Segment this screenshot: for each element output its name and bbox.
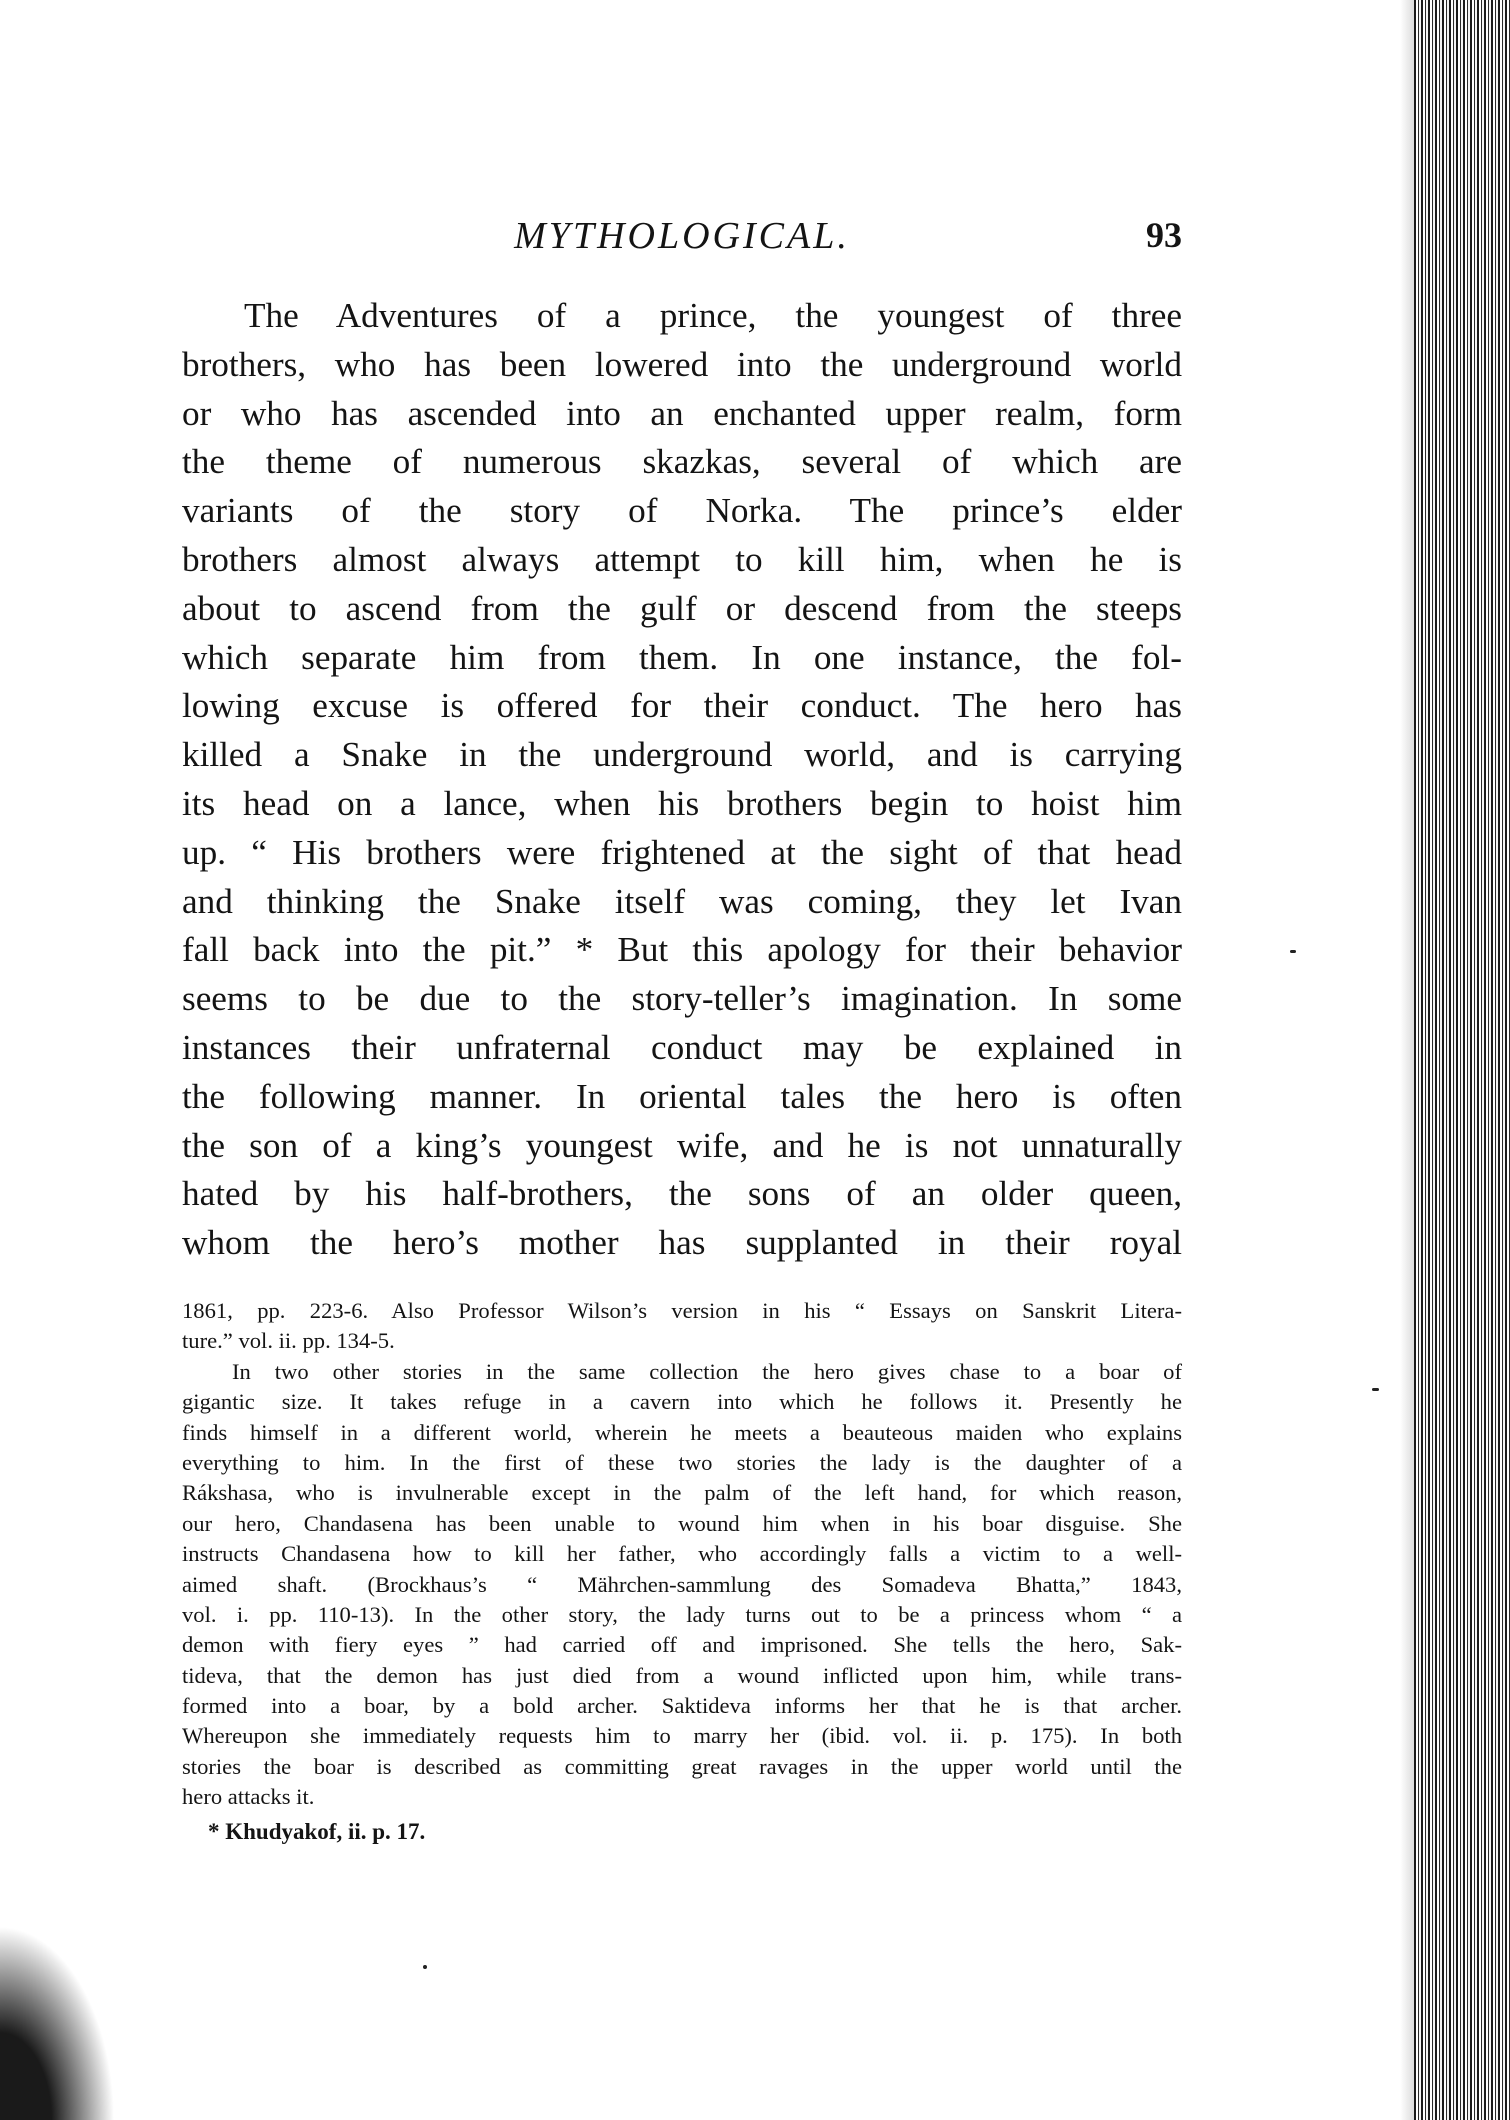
- footnote-line: everything to him. In the first of these two stories the lady is the daughter of a: [182, 1449, 1182, 1475]
- footnote-line: vol. i. pp. 110-13). In the other story, the lady turns out to be a princess whom “ a: [182, 1601, 1182, 1627]
- body-line: lowing excuse is offered for their conduct. The hero has: [182, 686, 1182, 726]
- footnote-line: our hero, Chandasena has been unable to wound him when in his boar disguise. She: [182, 1510, 1182, 1536]
- body-line: seems to be due to the story-teller’s imagination. In some: [182, 979, 1182, 1019]
- corner-shadow: [0, 1900, 130, 2120]
- running-title: MYTHOLOGICAL.: [514, 215, 850, 257]
- body-line: variants of the story of Norka. The prince’s elder: [182, 491, 1182, 531]
- stray-mark: [423, 1965, 427, 1969]
- body-line: its head on a lance, when his brothers begin to hoist him: [182, 783, 1182, 823]
- footnote-line: Rákshasa, who is invulnerable except in the palm of the left hand, for which reason,: [182, 1480, 1182, 1506]
- page-header: [182, 214, 1182, 274]
- body-line: which separate him from them. In one instance, the fol-: [182, 637, 1182, 677]
- body-text: [182, 292, 1182, 1268]
- footnote-line: gigantic size. It takes refuge in a cavern into which he follows it. Presently he: [182, 1389, 1182, 1415]
- footnote-line: formed into a boar, by a bold archer. Saktideva informs her that he is that archer.: [182, 1693, 1182, 1719]
- footnote-line: stories the boar is described as committing great ravages in the upper world until the: [182, 1753, 1182, 1779]
- body-line: brothers, who has been lowered into the underground world: [182, 344, 1182, 384]
- body-line: killed a Snake in the underground world, and is carrying: [182, 735, 1182, 775]
- body-line: or who has ascended into an enchanted upper realm, form: [182, 393, 1182, 433]
- body-line: instances their unfraternal conduct may be explained in: [182, 1027, 1182, 1067]
- footnote-line: In two other stories in the same collection the hero gives chase to a boar of: [232, 1358, 1182, 1384]
- stray-mark: [1290, 950, 1296, 953]
- body-line: whom the hero’s mother has supplanted in their royal: [182, 1223, 1182, 1263]
- footnote-line: tideva, that the demon has just died from a wound inflicted upon him, while trans-: [182, 1662, 1182, 1688]
- body-line: the theme of numerous skazkas, several of which are: [182, 442, 1182, 482]
- body-line: brothers almost always attempt to kill him, when he is: [182, 539, 1182, 579]
- body-line: up. “ His brothers were frightened at the sight of that head: [182, 832, 1182, 872]
- footnote-line: Whereupon she immediately requests him to marry her (ibid. vol. ii. p. 175). In both: [182, 1723, 1182, 1749]
- page-number: 93: [1146, 215, 1182, 255]
- page-edge-shadow: [1400, 0, 1510, 2120]
- footnote-line: ture.” vol. ii. pp. 134-5.: [182, 1328, 395, 1354]
- body-line: the son of a king’s youngest wife, and he is not unnaturally: [182, 1125, 1182, 1165]
- footnote-line: 1861, pp. 223-6. Also Professor Wilson’s version in his “ Essays on Sanskrit Litera-: [182, 1298, 1182, 1323]
- body-line: hated by his half-brothers, the sons of an older queen,: [182, 1174, 1182, 1214]
- body-line: about to ascend from the gulf or descend from the steeps: [182, 588, 1182, 628]
- footnote-line: finds himself in a different world, wherein he meets a beauteous maiden who explains: [182, 1419, 1182, 1445]
- footnote-line: hero attacks it.: [182, 1784, 315, 1810]
- footnote-line: aimed shaft. (Brockhaus’s “ Mährchen-sammlung des Somadeva Bhatta,” 1843,: [182, 1571, 1182, 1597]
- body-line: and thinking the Snake itself was coming, they let Ivan: [182, 881, 1182, 921]
- footnote-reference: * Khudyakof, ii. p. 17.: [208, 1818, 426, 1844]
- body-line: fall back into the pit.” * But this apology for their behavior: [182, 930, 1182, 970]
- stray-mark: [1372, 1388, 1379, 1391]
- footnote-line: demon with fiery eyes ” had carried off and imprisoned. She tells the hero, Sak-: [182, 1632, 1182, 1658]
- footnote-line: instructs Chandasena how to kill her father, who accordingly falls a victim to a well-: [182, 1541, 1182, 1567]
- body-line: the following manner. In oriental tales the hero is often: [182, 1076, 1182, 1116]
- body-line: The Adventures of a prince, the youngest of three: [244, 296, 1182, 335]
- footnotes: [182, 1296, 1182, 1847]
